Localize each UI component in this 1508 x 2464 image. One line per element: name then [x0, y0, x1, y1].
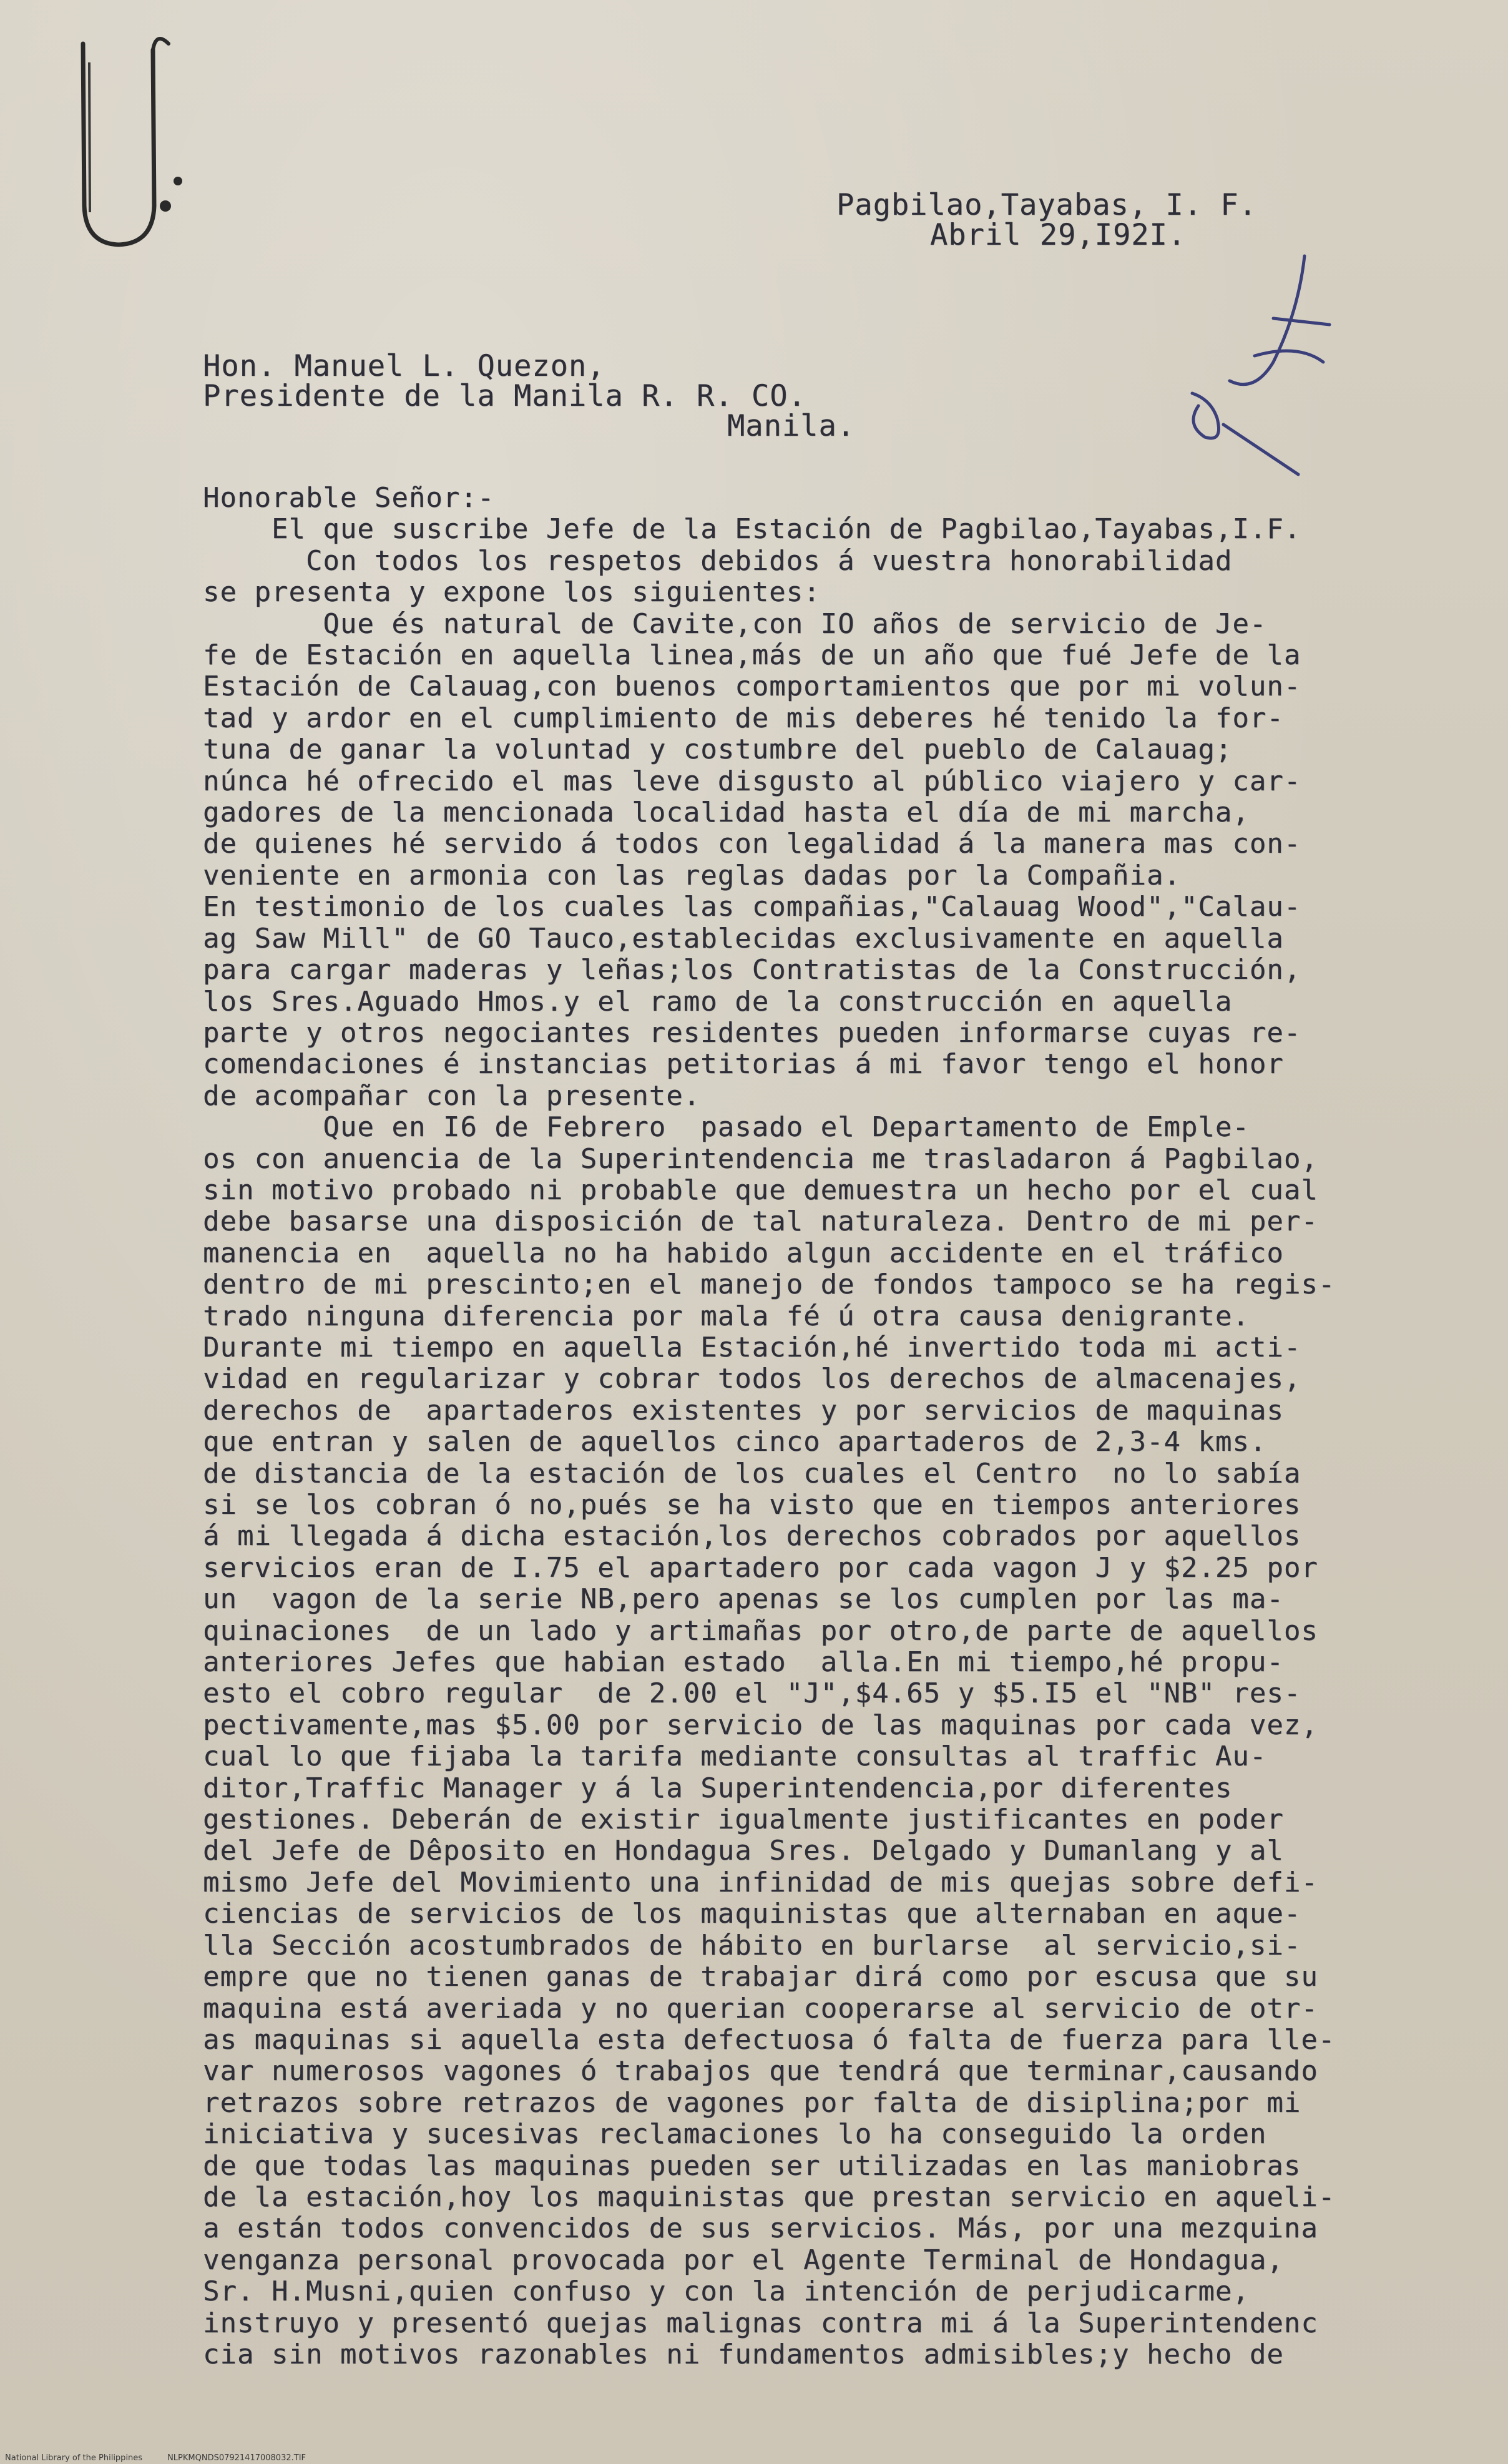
archive-name: National Library of the Philippines	[5, 2453, 143, 2463]
body-line: de acompañar con la presente.	[203, 1079, 701, 1112]
body-line: quinaciones de un lado y artimañas por otro,de parte de aquellos	[203, 1614, 1318, 1647]
body-line: ditor,Traffic Manager y á la Superintendencia,por diferentes	[203, 1772, 1233, 1804]
body-line: Sr. H.Musni,quien confuso y con la intención de perjudicarme,	[203, 2275, 1250, 2308]
body-line: instruyo y presentó quejas malignas contra mi á la Superintendenc	[203, 2307, 1318, 2339]
body-line: anteriores Jefes que habian estado alla.En mi tiempo,hé propu-	[203, 1646, 1284, 1679]
body-line: de distancia de la estación de los cuales el Centro no lo sabía	[203, 1457, 1301, 1490]
body-line: sin motivo probado ni probable que demuestra un hecho por el cual	[203, 1174, 1318, 1206]
body-line: trado ninguna diferencia por mala fé ú otra causa denigrante.	[203, 1300, 1250, 1332]
date-block	[836, 190, 1257, 250]
body-line: mismo Jefe del Movimiento una infinidad de mis quejas sobre defi-	[203, 1866, 1318, 1898]
addressee-name: Hon. Manuel L. Quezon,	[203, 349, 605, 383]
body-line: Con todos los respetos debidos á vuestra honorabilidad	[203, 544, 1233, 577]
body-line: venganza personal provocada por el Agente Terminal de Hondagua,	[203, 2244, 1284, 2276]
paper-clip-icon	[59, 25, 203, 262]
body-line: que entran y salen de aquellos cinco apartaderos de 2,3-4 kms.	[203, 1426, 1267, 1458]
archive-footer	[5, 2453, 331, 2463]
body-line: dentro de mi prescinto;en el manejo de fondos tampoco se ha regis-	[203, 1269, 1336, 1301]
body-line: vidad en regularizar y cobrar todos los derechos de almacenajes,	[203, 1363, 1301, 1395]
addressee-block	[203, 351, 855, 441]
body-line: de que todas las maquinas pueden ser utilizadas en las maniobras	[203, 2149, 1301, 2182]
handwritten-initials-mark	[1173, 237, 1373, 499]
body-line: retrazos sobre retrazos de vagones por falta de disiplina;por mi	[203, 2086, 1301, 2119]
body-line: núnca hé ofrecido el mas leve disgusto al público viajero y car-	[203, 765, 1301, 797]
body-line: cia sin motivos razonables ni fundamentos admisibles;y hecho de	[203, 2338, 1284, 2370]
body-line: var numerosos vagones ó trabajos que tendrá que terminar,causando	[203, 2055, 1318, 2088]
body-line: para cargar maderas y leñas;los Contratistas de la Construcción,	[203, 954, 1301, 986]
body-line: si se los cobran ó no,pués se ha visto que en tiempos anteriores	[203, 1489, 1301, 1521]
body-line: maquina está averiada y no querian cooperarse al servicio de otr-	[203, 1992, 1318, 2025]
body-line: ag Saw Mill" de GO Tauco,establecidas exclusivamente en aquella	[203, 922, 1284, 955]
body-line: fe de Estación en aquella linea,más de un año que fué Jefe de la	[203, 639, 1301, 672]
body-line: Durante mi tiempo en aquella Estación,hé invertido toda mi acti-	[203, 1331, 1301, 1363]
ink-spot	[169, 172, 187, 190]
body-line: Estación de Calauag,con buenos comportamientos que por mi volun-	[203, 670, 1301, 703]
body-line: esto el cobro regular de 2.00 el "J",$4.65 y $5.I5 el "NB" res-	[203, 1677, 1301, 1710]
body-line: derechos de apartaderos existentes y por servicios de maquinas	[203, 1394, 1284, 1426]
body-line: gadores de la mencionada localidad hasta el día de mi marcha,	[203, 797, 1250, 829]
body-line: os con anuencia de la Superintendencia me trasladaron á Pagbilao,	[203, 1142, 1318, 1175]
body-line: parte y otros negociantes residentes pueden informarse cuyas re-	[203, 1016, 1301, 1049]
body-line: de quienes hé servido á todos con legalidad á la manera mas con-	[203, 828, 1301, 860]
body-line: a están todos convencidos de sus servicios. Más, por una mezquina	[203, 2212, 1318, 2245]
body-line: empre que no tienen ganas de trabajar dirá como por escusa que su	[203, 1961, 1318, 1993]
body-line: debe basarse una disposición de tal naturaleza. Dentro de mi per-	[203, 1205, 1318, 1238]
body-line: los Sres.Aguado Hmos.y el ramo de la construcción en aquella	[203, 985, 1233, 1018]
body-line: Que en I6 de Febrero pasado el Departamento de Emple-	[203, 1111, 1250, 1144]
body-line: á mi llegada á dicha estación,los derechos cobrados por aquellos	[203, 1520, 1301, 1553]
body-line: Que és natural de Cavite,con IO años de servicio de Je-	[203, 607, 1267, 640]
body-line: cual lo que fijaba la tarifa mediante consultas al traffic Au-	[203, 1740, 1267, 1773]
body-line: Honorable Señor:-	[203, 482, 495, 514]
date-place: Pagbilao,Tayabas, I. F.	[836, 188, 1257, 222]
body-line: pectivamente,mas $5.00 por servicio de las maquinas por cada vez,	[203, 1709, 1318, 1741]
body-line: iniciativa y sucesivas reclamaciones lo ha conseguido la orden	[203, 2118, 1267, 2151]
archive-file: NLPKMQNDS07921417008032.TIF	[167, 2453, 306, 2463]
body-line: ciencias de servicios de los maquinistas que alternaban en aque-	[203, 1898, 1301, 1930]
body-line: de la estación,hoy los maquinistas que prestan servicio en aqueli-	[203, 2181, 1336, 2213]
body-line: servicios eran de I.75 el apartadero por cada vagon J y $2.25 por	[203, 1551, 1318, 1584]
letter-body	[203, 483, 1335, 2370]
addressee-city: Manila.	[727, 409, 856, 443]
addressee-title: Presidente de la Manila R. R. CO.	[203, 379, 806, 413]
body-line: se presenta y expone los siguientes:	[203, 576, 821, 609]
body-line: En testimonio de los cuales las compañias,"Calauag Wood","Calau-	[203, 891, 1301, 923]
body-line: comendaciones é instancias petitorias á mi favor tengo el honor	[203, 1048, 1284, 1081]
body-line: lla Sección acostumbrados de hábito en burlarse al servicio,si-	[203, 1929, 1301, 1961]
body-line: tuna de ganar la voluntad y costumbre del pueblo de Calauag;	[203, 734, 1233, 766]
body-line: gestiones. Deberán de existir igualmente justificantes en poder	[203, 1804, 1284, 1836]
body-line: veniente en armonia con las reglas dadas por la Compañia.	[203, 859, 1181, 891]
body-line: un vagon de la serie NB,pero apenas se los cumplen por las ma-	[203, 1583, 1284, 1616]
date-line: Abril 29,I92I.	[930, 218, 1187, 252]
body-line: manencia en aquella no ha habido algun accidente en el tráfico	[203, 1237, 1284, 1269]
body-line: del Jefe de Dêposito en Hondagua Sres. Delgado y Dumanlang y al	[203, 1835, 1284, 1867]
body-line: tad y ardor en el cumplimiento de mis deberes hé tenido la for-	[203, 702, 1284, 734]
body-line: El que suscribe Jefe de la Estación de Pagbilao,Tayabas,I.F.	[203, 513, 1301, 546]
body-line: as maquinas si aquella esta defectuosa ó falta de fuerza para lle-	[203, 2023, 1336, 2056]
